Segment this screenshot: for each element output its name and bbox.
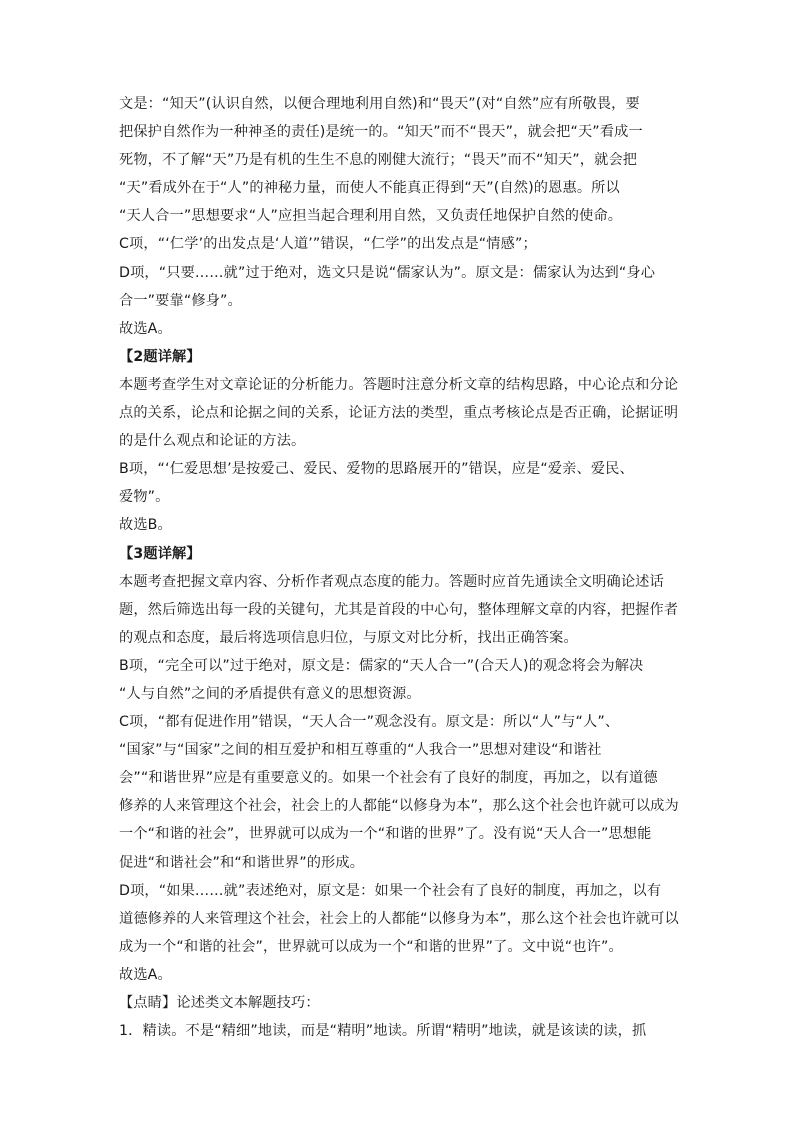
answer-explanation-text <box>119 90 679 1045</box>
section-heading: 【3题详解】 <box>119 545 201 562</box>
text-line: 把保护自然作为一种神圣的责任)是统一的。“知天”而不“畏天”，就会把“天”看成一 <box>119 124 643 141</box>
text-line: 爱物”。 <box>119 489 170 506</box>
text-line: 点的关系，论点和论据之间的关系，论证方法的类型，重点考核论点是否正确，论据证明 <box>119 405 679 422</box>
text-line: 会”“和谐世界”应是有重要意义的。如果一个社会有了良好的制度，再加之，以有道德 <box>119 770 658 787</box>
text-line: “天”看成外在于“人”的神秘力量，而使人不能真正得到“天”(自然)的恩惠。所以 <box>119 180 620 197</box>
text-line: 本题考查学生对文章论证的分析能力。答题时注意分析文章的结构思路，中心论点和分论 <box>119 376 679 393</box>
tips-heading: 【点睛】论述类文本解题技巧： <box>119 995 320 1011</box>
text-line: B项，“完全可以”过于绝对，原文是：儒家的“天人合一”(合天人)的观念将会为解决 <box>119 657 644 674</box>
section-heading: 【2题详解】 <box>119 348 201 365</box>
text-line: 成为一个“和谐的社会”，世界就可以成为一个“和谐的世界”了。文中说“也许”。 <box>119 938 623 955</box>
text-line: D项，“如果……就”表述绝对，原文是：如果一个社会有了良好的制度，再加之，以有 <box>119 882 662 899</box>
text-line: “人与自然”之间的矛盾提供有意义的思想资源。 <box>119 685 421 702</box>
text-line: “天人合一”思想要求“人”应担当起合理利用自然，又负责任地保护自然的使命。 <box>119 208 623 225</box>
answer-line: 故选A。 <box>119 966 172 983</box>
text-line: C项，“‘仁学’的出发点是‘人道’”错误，“仁学”的出发点是“情感”； <box>119 236 537 253</box>
text-line: C项，“都有促进作用”错误，“天人合一”观念没有。原文是：所以“人”与“人”、 <box>119 714 620 731</box>
text-line: 道德修养的人来管理这个社会，社会上的人都能“以修身为本”，那么这个社会也许就可以 <box>119 910 679 927</box>
text-line: 促进“和谐社会”和“和谐世界”的形成。 <box>119 854 365 871</box>
answer-line: 故选A。 <box>119 320 172 337</box>
answer-line: 故选B。 <box>119 517 172 534</box>
text-line: 1．精读。不是“精细”地读，而是“精明”地读。所谓“精明”地读，就是该读的读，抓 <box>119 1023 647 1040</box>
text-line: B项，“‘仁爱思想’是按爱己、爱民、爱物的思路展开的”错误，应是“爱亲、爱民、 <box>119 461 634 478</box>
text-line: 修养的人来管理这个社会，社会上的人都能“以修身为本”，那么这个社会也许就可以成为 <box>119 798 679 815</box>
text-line: 题，然后筛选出每一段的关键句，尤其是首段的中心句，整体理解文章的内容，把握作者 <box>119 601 679 618</box>
text-line: “国家”与“国家”之间的相互爱护和相互尊重的“人我合一”思想对建设“和谐社 <box>119 742 602 759</box>
text-line: D项，“只要……就”过于绝对，选文只是说“儒家认为”。原文是：儒家认为达到“身心 <box>119 264 656 281</box>
text-line: 文是：“知天”(认识自然，以便合理地利用自然)和“畏天”(对“自然”应有所敬畏，要 <box>119 96 640 112</box>
text-line: 一个“和谐的社会”，世界就可以成为一个“和谐的世界”了。没有说“天人合一”思想能 <box>119 826 652 843</box>
text-line: 死物，不了解“天”乃是有机的生生不息的刚健大流行；“畏天”而不“知天”，就会把 <box>119 152 638 169</box>
text-line: 的观点和态度，最后将选项信息归位，与原文对比分析，找出正确答案。 <box>119 629 578 646</box>
text-line: 的是什么观点和论证的方法。 <box>119 433 306 450</box>
text-line: 合一”要靠“修身”。 <box>119 292 242 309</box>
text-line: 本题考查把握文章内容、分析作者观点态度的能力。答题时应首先通读全文明确论述话 <box>119 573 664 590</box>
